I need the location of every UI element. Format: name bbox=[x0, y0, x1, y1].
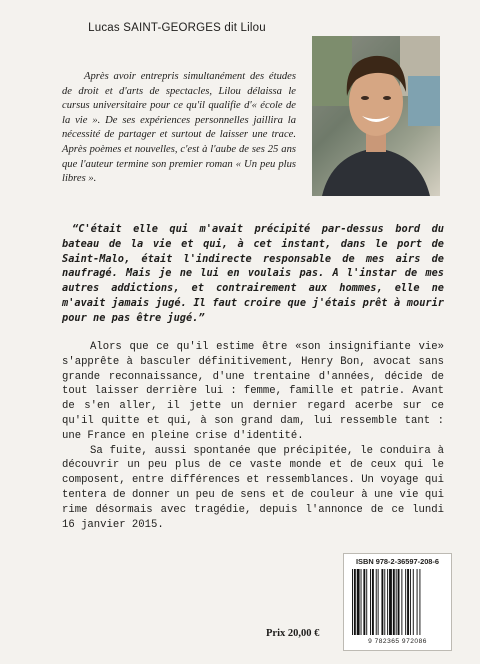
isbn-barcode-box bbox=[343, 553, 452, 651]
quote-text: “C'était elle qui m'avait précipité par-dessus bord du bateau de la vie et qui, à cet instant, dans le port de Saint-Malo, était l'indirecte responsable de mes airs de naufragé. Mais je ne lui en voulais pas. A l'instar de mes autres addictions, et contrairement aux hommes, elle ne m'avait jamais jugé. Il faut croire que j'étais prêt à mourir pour ne pas être jugé.” bbox=[62, 223, 444, 324]
synopsis-paragraph: Alors que ce qu'il estime être «son insignifiante vie» s'apprête à basculer définitivement, Henry Bon, avocat sans grande reconnaissance, d'une trentaine d'années, décide de tout laisser derrière lui : femme, famille et patrie. Avant de s'en aller, il jette un dernier regard acerbe sur ce qu'il quitte et qui, à son grand dam, lui ressemble tant : une France en pleine crise d'identité. bbox=[62, 341, 444, 442]
isbn-label: ISBN 978-2-36597-208-6 bbox=[356, 557, 439, 566]
portrait-image bbox=[312, 36, 440, 196]
synopsis bbox=[62, 340, 444, 532]
book-quote bbox=[62, 222, 444, 326]
author-bio: Après avoir entrepris simultanément des études de droit et d'arts de spectacles, Lilou délaissa le cursus universitaire pour ce qu'il qualifie d'« école de la vie ». De ses expériences personnelles jaillira la nécessité de partager et surtout de laisser une trace. Après poèmes et nouvelles, c'est à l'aube de ses 25 ans que l'auteur termine son premier roman « Un peu plus libres ». bbox=[62, 71, 296, 185]
author-line: Lucas SAINT-GEORGES dit Lilou bbox=[88, 22, 266, 34]
barcode-digits: 9 782365 972086 bbox=[368, 638, 427, 645]
synopsis-paragraph: Sa fuite, aussi spontanée que précipitée, le conduira à découvrir un peu plus de ce vaste monde et de ceux qui le composent, entre différences et ressemblances. Un voyage qui tentera de donner un peu de sens et de couleur à une vie qui rime désormais avec tragédie, depuis l'annonce de ce lundi 16 janvier 2015. bbox=[62, 444, 444, 531]
author-photo bbox=[312, 36, 440, 196]
barcode-icon bbox=[352, 569, 443, 635]
price-label: Prix 20,00 € bbox=[266, 628, 320, 639]
